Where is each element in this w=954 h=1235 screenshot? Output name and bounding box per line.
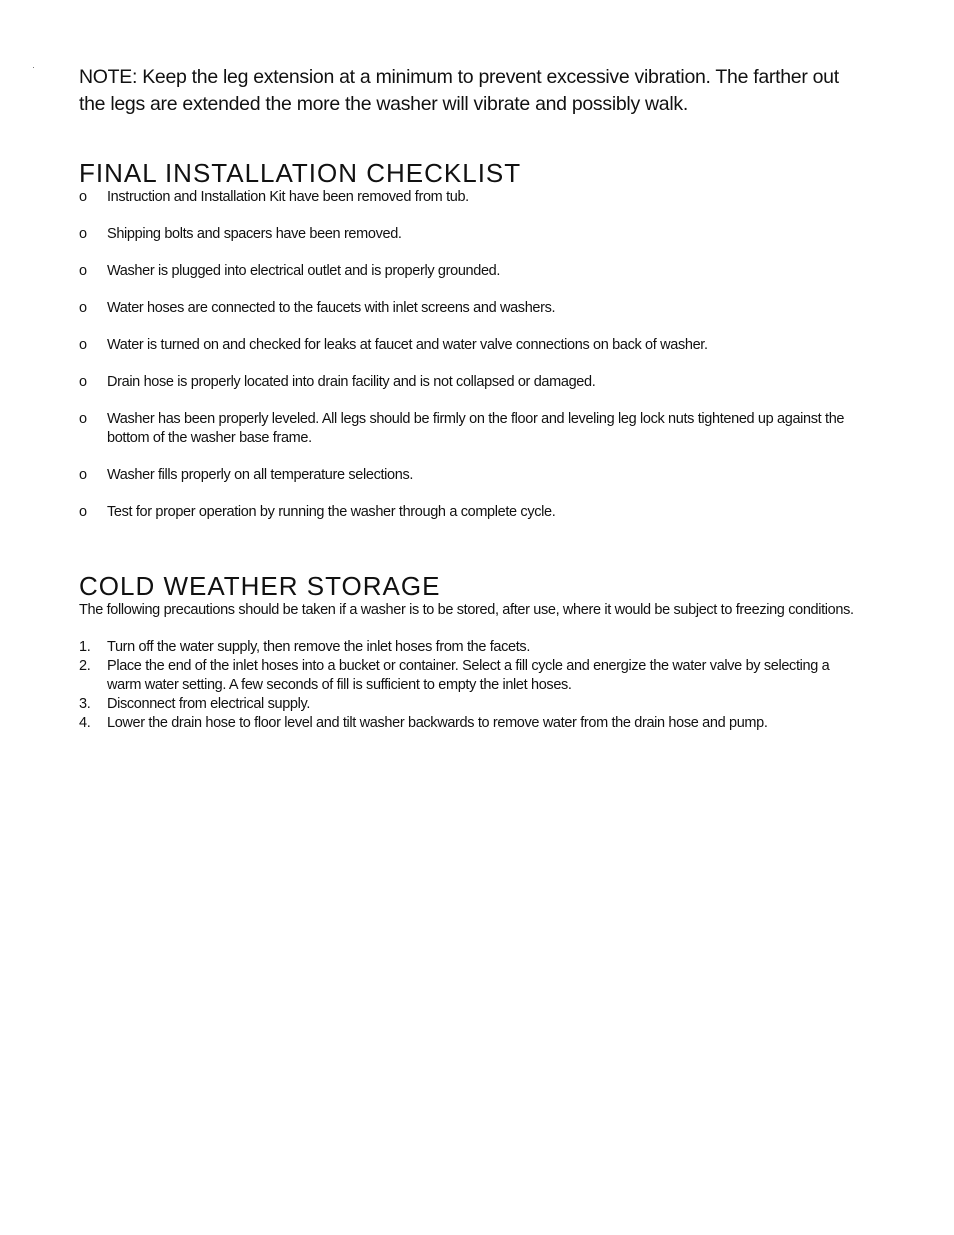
checklist-item-text: Washer has been properly leveled. All legs should be firmly on the floor and leveling leg lock nuts tightened up against the bottom of the washer base frame. <box>107 411 845 446</box>
checklist-bullet: o <box>79 504 87 520</box>
checklist-item-text: Water hoses are connected to the faucets with inlet screens and washers. <box>107 300 556 316</box>
checklist-item <box>79 410 849 448</box>
checklist-item-text: Test for proper operation by running the washer through a complete cycle. <box>107 504 556 520</box>
checklist-item-text: Water is turned on and checked for leaks at faucet and water valve connections on back of washer. <box>107 337 708 353</box>
checklist-item <box>79 225 849 244</box>
checklist-item <box>79 336 849 355</box>
step-text: Disconnect from electrical supply. <box>107 696 310 712</box>
cold-weather-storage-heading: COLD WEATHER STORAGE <box>79 571 441 601</box>
scan-speck <box>33 67 34 68</box>
checklist-bullet: o <box>79 337 87 353</box>
checklist-item-text: Shipping bolts and spacers have been removed. <box>107 226 402 242</box>
storage-step <box>79 657 859 695</box>
step-number: 2. <box>79 658 91 674</box>
step-number: 4. <box>79 715 91 731</box>
checklist-bullet: o <box>79 374 87 390</box>
step-text: Lower the drain hose to floor level and tilt washer backwards to remove water from the drain hose and pump. <box>107 715 768 731</box>
checklist-bullet: o <box>79 467 87 483</box>
checklist-item <box>79 299 849 318</box>
checklist-item <box>79 188 849 207</box>
final-installation-checklist-heading: FINAL INSTALLATION CHECKLIST <box>79 158 522 188</box>
final-installation-checklist <box>79 188 849 522</box>
storage-step <box>79 695 859 714</box>
checklist-item <box>79 466 849 485</box>
checklist-item <box>79 373 849 392</box>
checklist-item-text: Drain hose is properly located into drain facility and is not collapsed or damaged. <box>107 374 596 390</box>
checklist-item <box>79 262 849 281</box>
step-text: Place the end of the inlet hoses into a bucket or container. Select a fill cycle and energize the water valve by selecting a warm water setting. A few seconds of fill is sufficient to empty the inlet hoses. <box>107 658 830 693</box>
checklist-item <box>79 503 849 522</box>
leg-extension-note: NOTE: Keep the leg extension at a minimum to prevent excessive vibration. The farther out the legs are extended the more the washer will vibrate and possibly walk. <box>79 66 839 115</box>
checklist-bullet: o <box>79 263 87 279</box>
checklist-bullet: o <box>79 189 87 205</box>
step-text: Turn off the water supply, then remove the inlet hoses from the facets. <box>107 639 531 655</box>
storage-step <box>79 638 859 657</box>
step-number: 1. <box>79 639 91 655</box>
storage-intro-paragraph: The following precautions should be taken if a washer is to be stored, after use, where it would be subject to freezing conditions. <box>79 602 854 618</box>
checklist-item-text: Washer fills properly on all temperature selections. <box>107 467 414 483</box>
step-number: 3. <box>79 696 91 712</box>
checklist-item-text: Washer is plugged into electrical outlet and is properly grounded. <box>107 263 501 279</box>
checklist-bullet: o <box>79 300 87 316</box>
storage-steps-list <box>79 638 849 733</box>
checklist-bullet: o <box>79 226 87 242</box>
checklist-bullet: o <box>79 411 87 427</box>
checklist-item-text: Instruction and Installation Kit have been removed from tub. <box>107 189 469 205</box>
document-page <box>79 64 854 733</box>
storage-step <box>79 714 859 733</box>
